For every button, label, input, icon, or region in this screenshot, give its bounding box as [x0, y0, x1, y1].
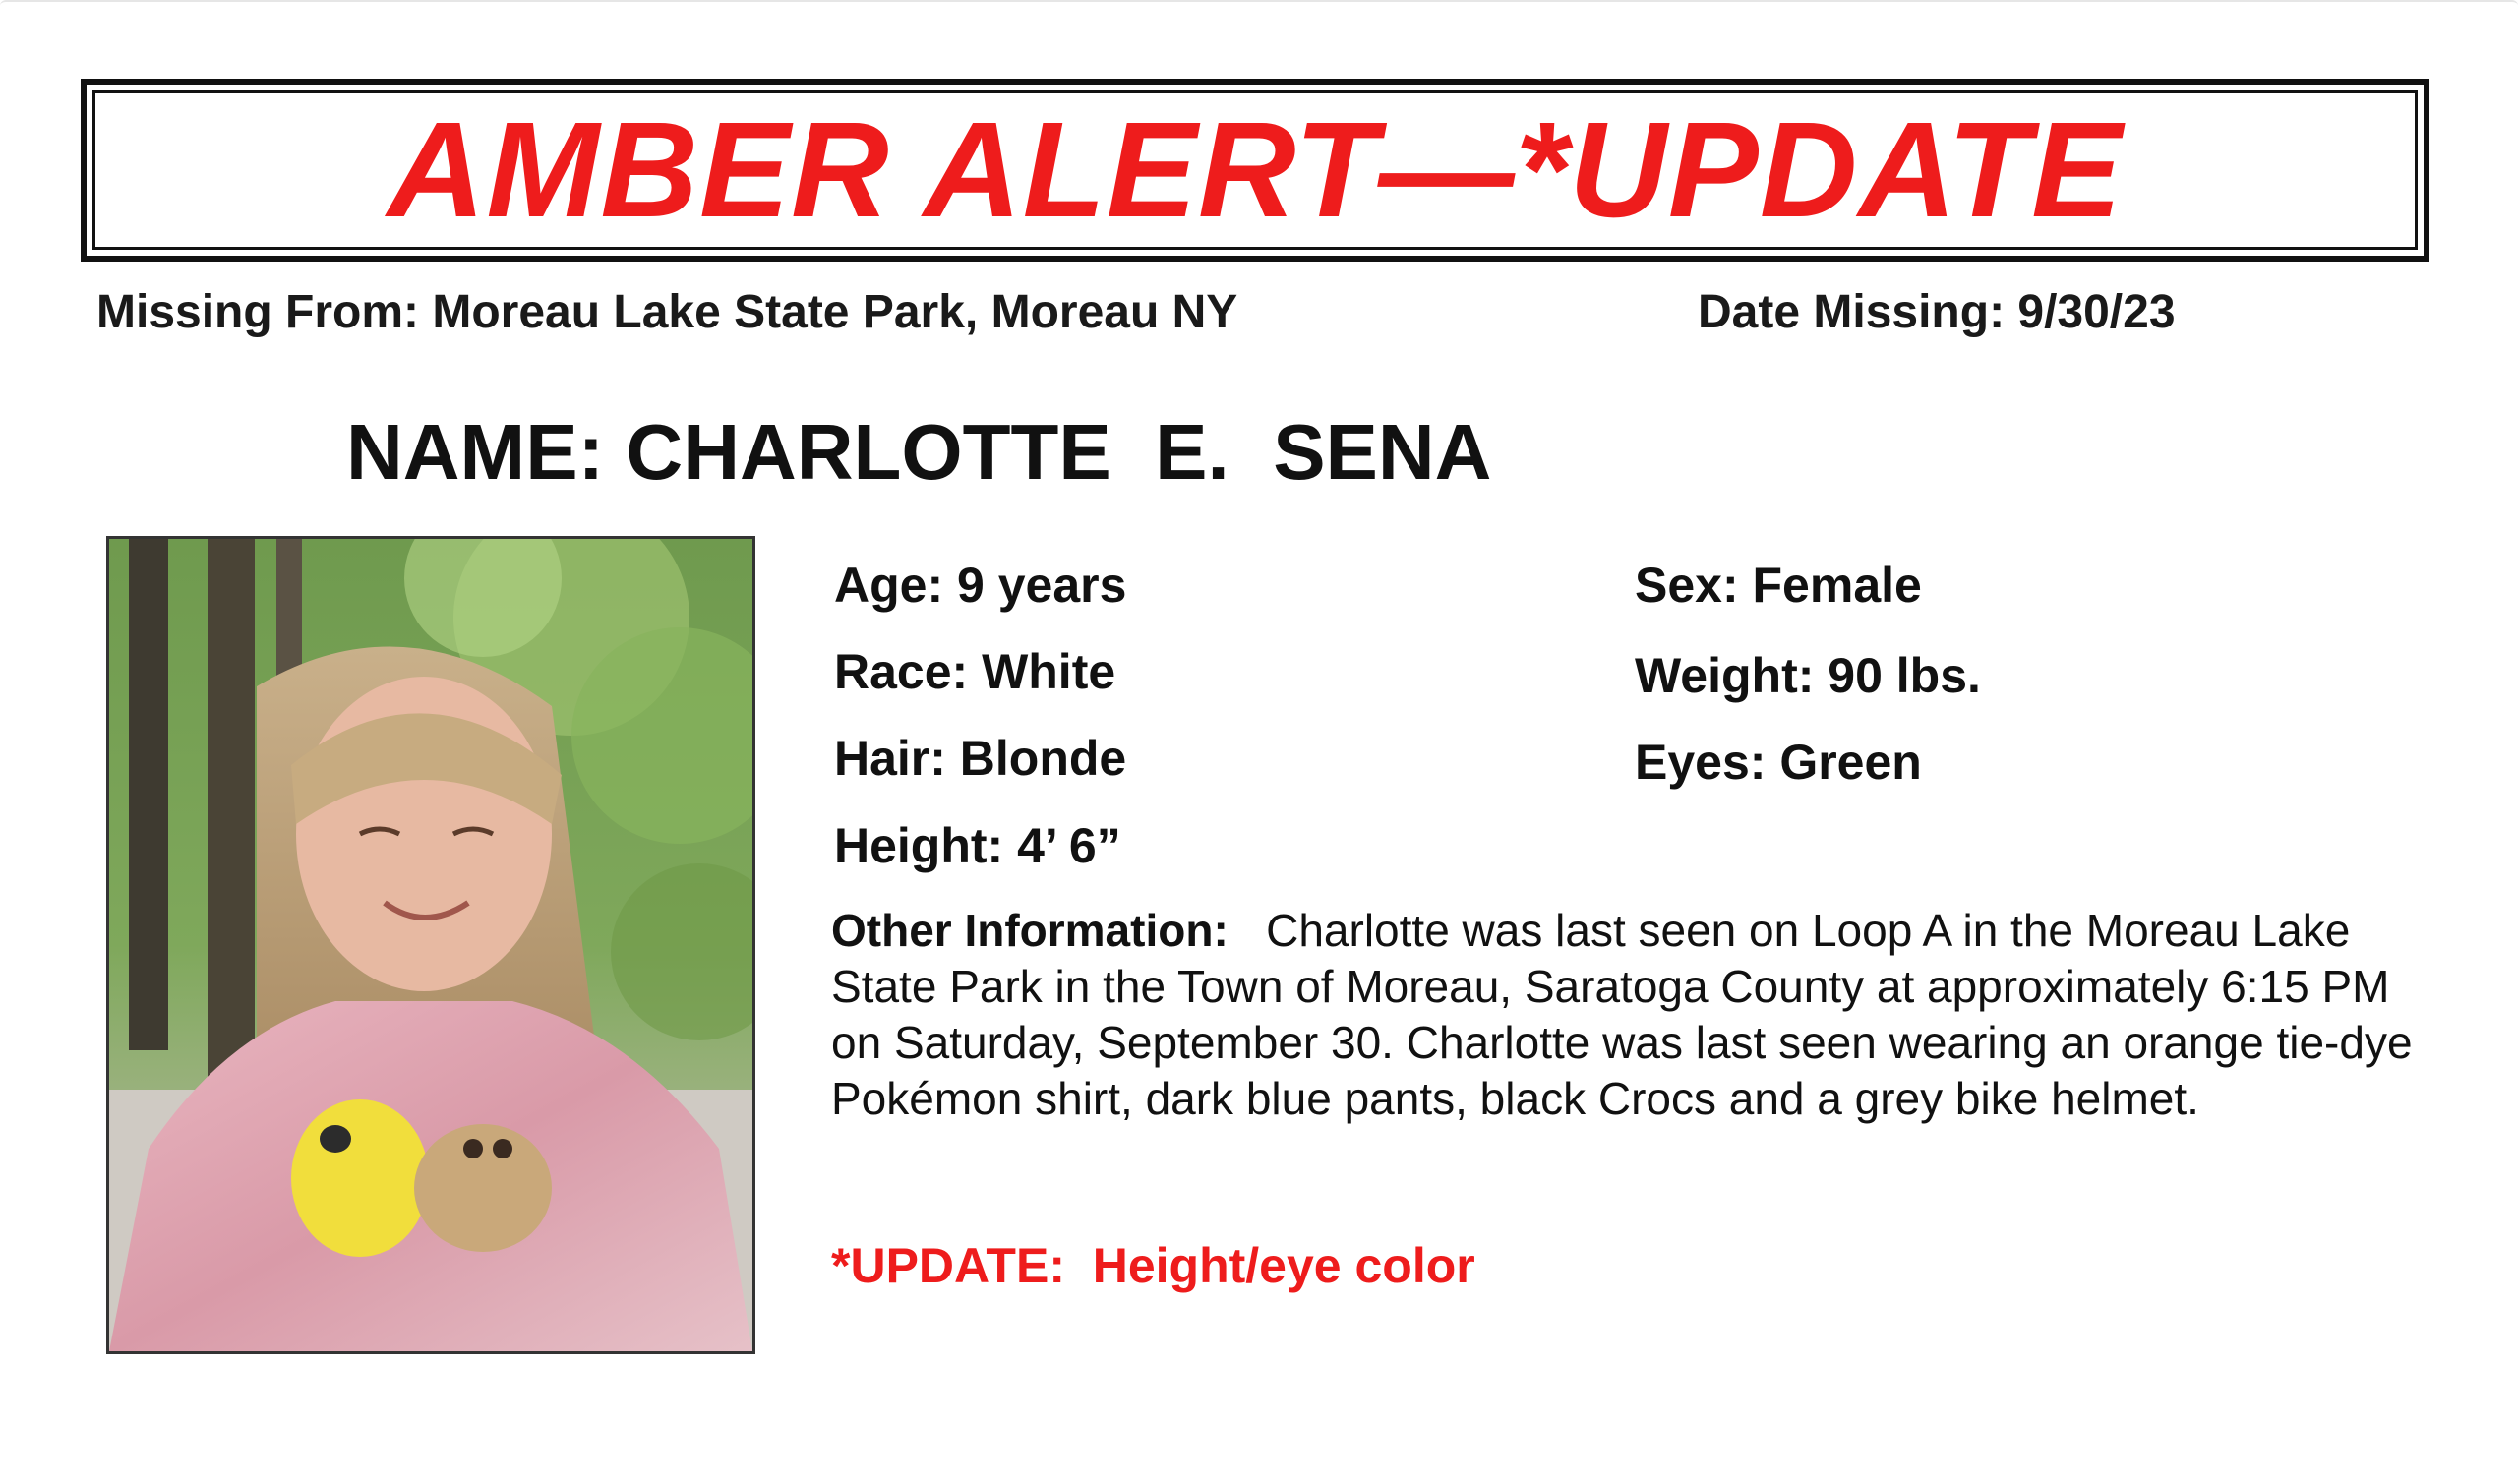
update-note: *UPDATE: Height/eye color: [831, 1238, 1475, 1293]
missing-from-text: Missing From: Moreau Lake State Park, Moreau NY: [96, 286, 1238, 338]
missing-person-name: NAME: CHARLOTTE E. SENA: [346, 408, 1492, 496]
race-field: Race: White: [834, 644, 1116, 699]
child-photo-icon: [106, 536, 755, 1354]
weight-field: Weight: 90 lbs.: [1635, 648, 1981, 703]
age-field: Age: 9 years: [834, 558, 1127, 613]
card-top-edge: [0, 0, 2518, 6]
other-information: [831, 903, 2425, 1127]
other-information-label: Other Information: [831, 905, 1214, 956]
missing-info-row: [96, 285, 2518, 340]
alert-banner-inner: [92, 90, 2418, 250]
other-information-separator: :: [1213, 905, 1229, 956]
height-field: Height: 4’ 6”: [834, 818, 1121, 873]
date-missing-text: Date Missing: 9/30/23: [1698, 286, 2176, 338]
sex-field: Sex: Female: [1635, 558, 1922, 613]
alert-banner: [81, 79, 2429, 262]
alert-title: AMBER ALERT—*UPDATE: [387, 94, 2124, 246]
eyes-field: Eyes: Green: [1635, 735, 1922, 790]
other-information-text: Charlotte was last seen on Loop A in the Moreau Lake State Park in the Town of Moreau, Saratoga County at approximately 6:15 PM on Saturday, September 30. Charlotte was last seen wearing an orange tie-dye Pokémon shirt, dark blue pants, black Crocs and a grey bike helmet.: [831, 905, 2413, 1124]
hair-field: Hair: Blonde: [834, 731, 1127, 786]
